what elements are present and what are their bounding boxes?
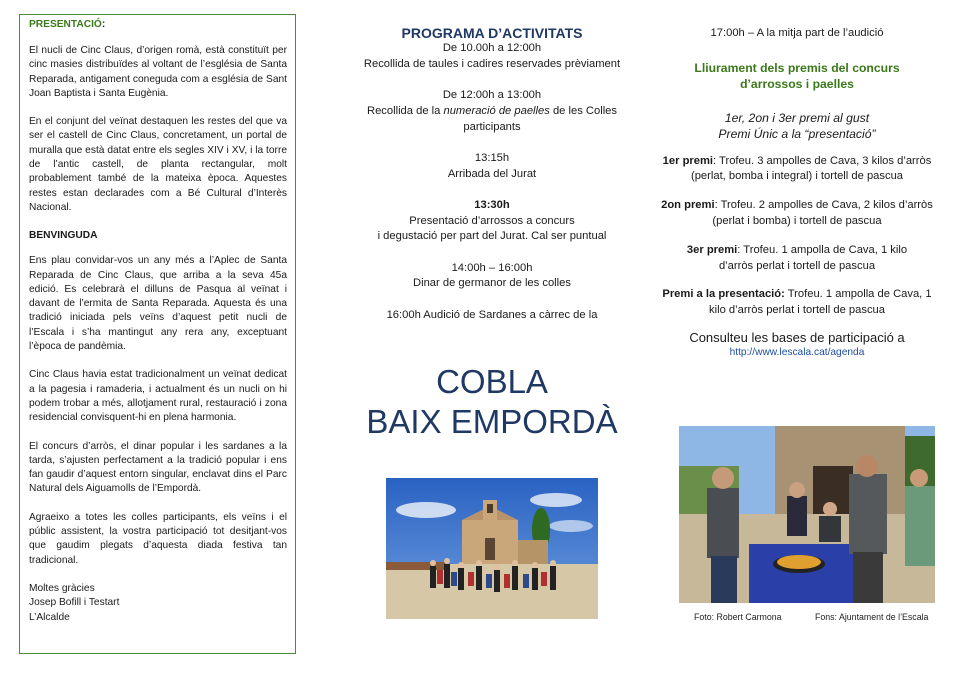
church-dancers-image	[386, 478, 598, 619]
program-item-5: 14:00h – 16:00h Dinar de germanor de les colles	[413, 261, 571, 290]
consult-text: Consulteu les bases de participació a	[689, 329, 905, 345]
program-item-6: 16:00h Audició de Sardanes a càrrec de la	[386, 308, 598, 321]
program-item-2: De 12:00h a 13:00h Recollida de la numeració de paelles de les Colles participants	[366, 88, 618, 133]
presentation-prize: Premi a la presentació: Trofeu. 1 ampolla de Cava, 1 kilo d’arròs perlat i tortell de pascua	[662, 288, 932, 317]
benvinguda-paragraph-1: Ens plau convidar-vos un any més a l’Aplec de Santa Reparada de Cinc Claus, que arriba a la seva 45a edició. Es celebrarà el dilluns de Pasqua al veïnat i davant de l’ermita de Santa Reparada. Aquesta és una tradició iniciada pels veïns d’aquest petit nucli de l’Escala i s’ha mantingut any rera any, exceptuant l’època de pandèmia.	[29, 255, 287, 353]
second-prize: 2on premi: Trofeu. 2 ampolles de Cava, 2 kilos d’arròs (perlat i bomba) i tortell de pascua	[661, 199, 933, 227]
presentacio-heading: PRESENTACIÓ:	[29, 19, 106, 30]
source-credit: Fons: Ajuntament de l’Escala	[815, 612, 929, 622]
paella-contest-image	[679, 426, 935, 603]
photo-credit: Foto: Robert Carmona	[694, 612, 782, 622]
presentacio-paragraph-2: En el conjunt del veïnat destaquen les restes del que va ser el castell de Cinc Claus, concretament, un portal de muralla que està datat entre els segles XIV i XV, i la torre de l’antic castell, de planta rectangular, molt probablement també de la mateixa època. Aquestes restes estan declarades com a Bé Cultural d’Interès Nacional.	[29, 116, 287, 213]
presentacio-paragraph-1: El nucli de Cinc Claus, d’origen romà, està constituït per cinc masies distribuïdes al voltant de l’església de Santa Reparada, antigament coneguda com a església de Sant Joan Baptista i Santa Eugènia.	[29, 45, 287, 99]
signature-role: L’Alcalde	[29, 611, 70, 623]
program-item-4: 13:30h Presentació d’arrossos a concurs i degustació per part del Jurat. Cal ser puntual	[377, 198, 607, 243]
awards-categories: 1er, 2on i 3er premi al gust Premi Únic a la “presentació”	[718, 110, 876, 141]
cobla-title: COBLA BAIX EMPORDÀ	[366, 363, 618, 440]
sardana-photo	[386, 478, 598, 619]
benvinguda-paragraph-3: El concurs d’arròs, el dinar popular i les sardanes a la tarda, s’ajusten perfectament a la tradició popular i ens fan gaudir d’aquest entorn singular, enclavat dins el Parc Natural dels Aiguamolls de l’Empordà.	[29, 440, 287, 495]
awards-title: Lliurament dels premis del concurs d’arrossos i paelles	[694, 60, 900, 92]
program-item-1: De 10.00h a 12:00h Recollida de taules i cadires reservades prèviament	[363, 42, 621, 70]
program-title: PROGRAMA D’ACTIVITATS	[401, 25, 583, 41]
third-prize: 3er premi: Trofeu. 1 ampolla de Cava, 1 kilo d’arròs perlat i tortell de pascua	[686, 243, 908, 272]
intro-panel	[19, 14, 296, 654]
first-prize: 1er premi: Trofeu. 3 ampolles de Cava, 3 kilos d’arròs (perlat, bomba i integral) i tortell de pascua	[662, 154, 932, 183]
agenda-link[interactable]: http://www.lescala.cat/agenda	[729, 346, 865, 358]
program-item-3: 13:15h Arribada del Jurat	[447, 151, 537, 180]
signature-name: Josep Bofill i Testart	[29, 597, 120, 609]
benvinguda-paragraph-2: Cinc Claus havia estat tradicionalment un veïnat dedicat a la pagesia i ramaderia, i actualment és un nucli on hi podem trobar a més, allotjament rural, restauració i zona residencial convisquent-hi en plena harmonia.	[29, 369, 287, 424]
paella-photo	[679, 426, 935, 603]
benvinguda-heading: BENVINGUDA	[29, 230, 98, 242]
awards-panel	[654, 26, 940, 359]
signature-thanks: Moltes gràcies	[29, 582, 95, 594]
benvinguda-paragraph-4: Agraeixo a totes les colles participants, els veïns i el públic assistent, la vostra participació tot desitjant-vos que gaudim plegats d’aquesta diada festiva tan tradicional.	[29, 511, 287, 566]
awards-time: 17:00h – A la mitja part de l’audició	[710, 27, 884, 39]
program-panel	[347, 25, 637, 339]
